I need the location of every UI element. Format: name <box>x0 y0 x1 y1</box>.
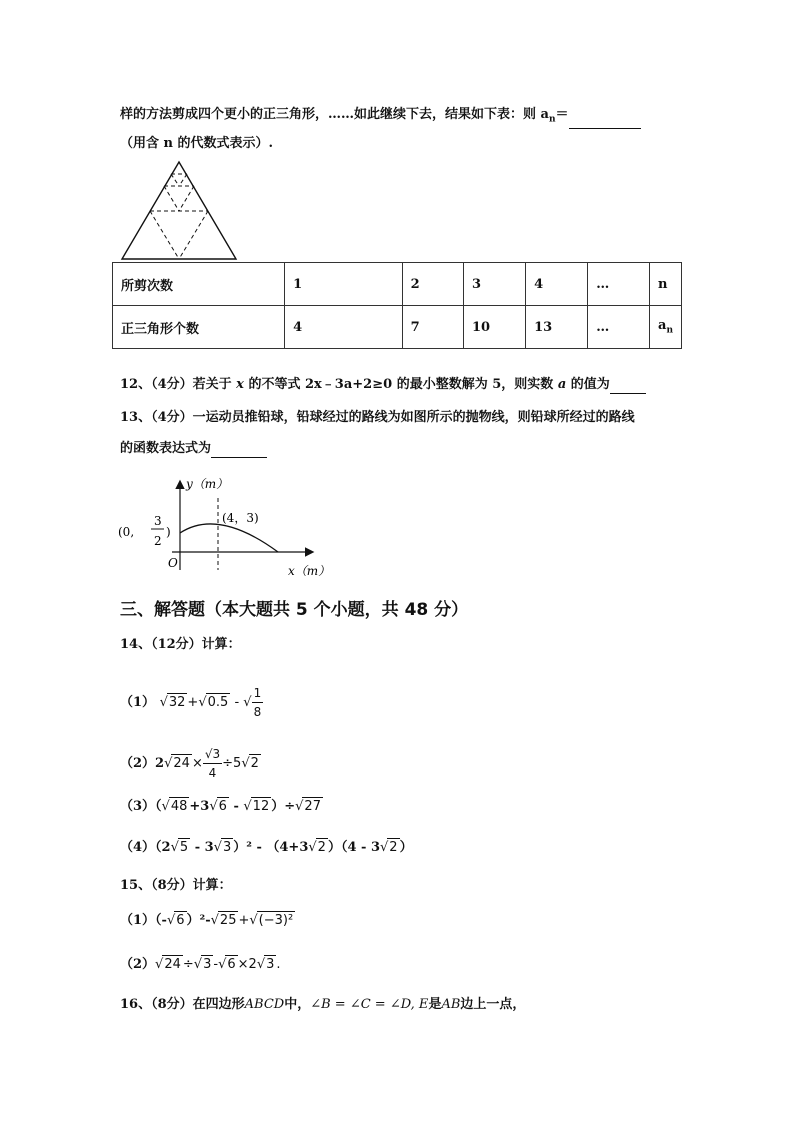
answer-blank[interactable] <box>211 443 267 458</box>
q11-line1: 样的方法剪成四个更小的正三角形，……如此继续下去，结果如下表：则 $a_n=$ <box>120 106 641 129</box>
table-cell: 13 <box>526 306 588 349</box>
x-axis-label: x（m） <box>288 564 331 578</box>
table-cell: 10 <box>463 306 525 349</box>
q14-header: 14、（12分）计算： <box>120 637 241 652</box>
start-point-prefix: (0, <box>118 525 135 539</box>
q14-part3: （3）（√48 +3√6 - √12 ）÷√27 <box>120 799 321 814</box>
q13-line1: 13、（4分）一运动员推铅球，铅球经过的路线为如图所示的抛物线，则铅球所经过的路线 <box>120 410 635 425</box>
parabola-graph <box>110 470 340 580</box>
cut-count-table <box>112 262 682 349</box>
table-cell: 7 <box>402 306 463 349</box>
start-point-suffix: ) <box>166 525 171 539</box>
table-row <box>113 306 682 349</box>
table-row <box>113 263 682 306</box>
q15-part1: （1）（-√6 ）²-√25 +√(−3)² <box>120 913 294 928</box>
q13-line2: 的函数表达式为 <box>120 440 267 458</box>
table-cell: n <box>650 263 682 306</box>
table-cell: … <box>588 306 650 349</box>
table-cell: 3 <box>463 263 525 306</box>
q16: 16、（8分）在四边形ABCD中，∠B = ∠C = ∠D, E是AB边上一点， <box>120 997 526 1012</box>
q15-header: 15、（8分）计算： <box>120 878 232 893</box>
table-cell: 1 <box>285 263 402 306</box>
q12: 12、（4分）若关于 x 的不等式 2x﹣3a+2≥0 的最小整数解为 5，则实数 a 的值为 <box>120 376 646 394</box>
answer-blank[interactable] <box>569 114 641 129</box>
table-cell: … <box>588 263 650 306</box>
table-cell: 正三角形个数 <box>113 306 285 349</box>
table-cell: $a_n$ <box>650 306 682 349</box>
triangle-figure <box>118 160 240 264</box>
section-title: 三、解答题（本大题共 5 个小题，共 48 分） <box>120 600 469 620</box>
table-cell: 2 <box>402 263 463 306</box>
table-cell: 4 <box>285 306 402 349</box>
table-cell: 所剪次数 <box>113 263 285 306</box>
start-point-den: 2 <box>154 534 162 548</box>
vertex-label: (4，3) <box>222 511 259 525</box>
dashed-subdivisions <box>150 174 208 259</box>
q15-part2: （2）√24 ÷√3 -√6 ×2√3 . <box>120 957 281 972</box>
q14-part4: （4）（2√5 - 3√3 ）² - （4+3√2 ）（4 - 3√2 ） <box>120 840 413 855</box>
q14-part2: （2）2√24 × $\frac{√3}{4}$ ÷5√2 <box>120 747 259 780</box>
start-point-num: 3 <box>154 514 162 528</box>
q11-line2: （用含 n 的代数式表示）. <box>120 136 274 151</box>
q14-part1: （1） √32 +√0.5 - √ $\frac{1}{8}$ <box>120 686 262 719</box>
parabola-curve <box>180 524 278 552</box>
y-axis-label: y（m） <box>186 477 229 491</box>
answer-blank[interactable] <box>610 379 646 394</box>
origin-label: O <box>168 556 178 570</box>
table-cell: 4 <box>526 263 588 306</box>
